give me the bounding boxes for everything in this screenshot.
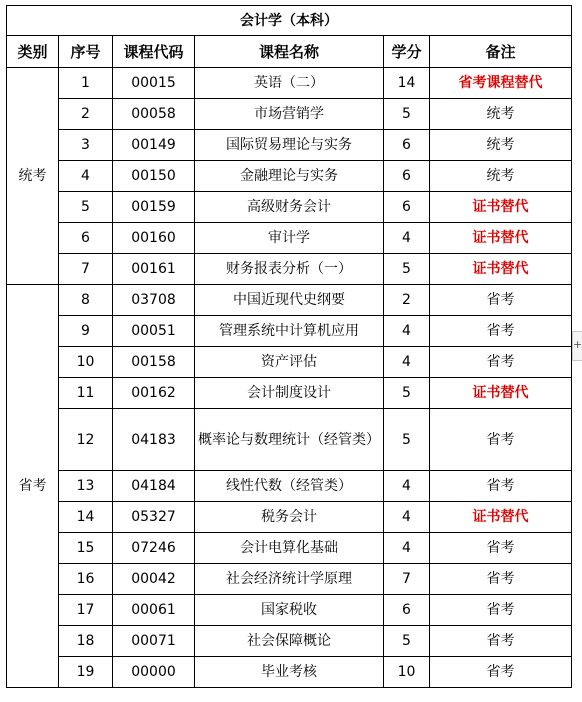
header-name: 课程名称 [195,36,384,68]
code-cell: 00000 [113,657,195,688]
name-cell: 审计学 [195,223,384,254]
table-row [7,192,572,223]
code-cell: 00159 [113,192,195,223]
no-cell: 16 [59,564,113,595]
note-cell: 省考 [430,657,572,688]
note-cell: 证书替代 [430,223,572,254]
course-table [6,5,572,688]
note-cell: 证书替代 [430,254,572,285]
name-cell: 社会经济统计学原理 [195,564,384,595]
category-cell: 省考 [7,285,59,688]
table-row [7,68,572,99]
code-cell: 07246 [113,533,195,564]
no-cell: 17 [59,595,113,626]
credit-cell: 14 [384,68,430,99]
table-row [7,595,572,626]
table-row [7,564,572,595]
no-cell: 3 [59,130,113,161]
credit-cell: 7 [384,564,430,595]
name-cell: 资产评估 [195,347,384,378]
table-row [7,471,572,502]
no-cell: 13 [59,471,113,502]
note-cell: 证书替代 [430,378,572,409]
name-cell: 国家税收 [195,595,384,626]
no-cell: 5 [59,192,113,223]
credit-cell: 2 [384,285,430,316]
code-cell: 05327 [113,502,195,533]
code-cell: 04184 [113,471,195,502]
credit-cell: 4 [384,471,430,502]
category-cell: 统考 [7,68,59,285]
name-cell: 国际贸易理论与实务 [195,130,384,161]
table-title: 会计学（本科） [7,6,572,36]
no-cell: 19 [59,657,113,688]
note-cell: 省考 [430,347,572,378]
code-cell: 00161 [113,254,195,285]
code-cell: 00162 [113,378,195,409]
table-row [7,130,572,161]
table-row [7,626,572,657]
note-cell: 证书替代 [430,502,572,533]
header-no: 序号 [59,36,113,68]
table-row [7,254,572,285]
note-cell: 省考 [430,409,572,471]
no-cell: 8 [59,285,113,316]
table-row [7,347,572,378]
no-cell: 15 [59,533,113,564]
expand-handle[interactable]: + [572,331,582,361]
no-cell: 10 [59,347,113,378]
no-cell: 12 [59,409,113,471]
no-cell: 9 [59,316,113,347]
header-credit: 学分 [384,36,430,68]
note-cell: 省考 [430,595,572,626]
credit-cell: 4 [384,223,430,254]
note-cell: 省考 [430,564,572,595]
note-cell: 统考 [430,99,572,130]
no-cell: 4 [59,161,113,192]
code-cell: 00158 [113,347,195,378]
header-code: 课程代码 [113,36,195,68]
name-cell: 英语（二） [195,68,384,99]
name-cell: 概率论与数理统计（经管类） [195,409,384,471]
name-cell: 社会保障概论 [195,626,384,657]
note-cell: 证书替代 [430,192,572,223]
name-cell: 毕业考核 [195,657,384,688]
code-cell: 00051 [113,316,195,347]
credit-cell: 6 [384,161,430,192]
note-cell: 统考 [430,130,572,161]
name-cell: 高级财务会计 [195,192,384,223]
note-cell: 省考课程替代 [430,68,572,99]
name-cell: 市场营销学 [195,99,384,130]
code-cell: 00061 [113,595,195,626]
code-cell: 03708 [113,285,195,316]
table-row [7,316,572,347]
header-note: 备注 [430,36,572,68]
no-cell: 1 [59,68,113,99]
table-row [7,99,572,130]
credit-cell: 4 [384,533,430,564]
no-cell: 6 [59,223,113,254]
table-row [7,657,572,688]
table-row [7,285,572,316]
note-cell: 省考 [430,471,572,502]
table-row [7,223,572,254]
code-cell: 00149 [113,130,195,161]
name-cell: 线性代数（经管类） [195,471,384,502]
name-cell: 税务会计 [195,502,384,533]
credit-cell: 10 [384,657,430,688]
credit-cell: 5 [384,378,430,409]
no-cell: 14 [59,502,113,533]
credit-cell: 5 [384,626,430,657]
credit-cell: 6 [384,595,430,626]
credit-cell: 6 [384,130,430,161]
table-row [7,533,572,564]
credit-cell: 4 [384,347,430,378]
table-row [7,409,572,471]
no-cell: 7 [59,254,113,285]
credit-cell: 5 [384,409,430,471]
code-cell: 00150 [113,161,195,192]
note-cell: 省考 [430,316,572,347]
table-row [7,378,572,409]
note-cell: 省考 [430,285,572,316]
no-cell: 2 [59,99,113,130]
name-cell: 会计电算化基础 [195,533,384,564]
credit-cell: 4 [384,502,430,533]
name-cell: 财务报表分析（一） [195,254,384,285]
name-cell: 管理系统中计算机应用 [195,316,384,347]
header-row [7,36,572,68]
credit-cell: 4 [384,316,430,347]
note-cell: 省考 [430,533,572,564]
note-cell: 统考 [430,161,572,192]
header-category: 类别 [7,36,59,68]
code-cell: 04183 [113,409,195,471]
code-cell: 00058 [113,99,195,130]
code-cell: 00071 [113,626,195,657]
name-cell: 中国近现代史纲要 [195,285,384,316]
table-row [7,161,572,192]
note-cell: 省考 [430,626,572,657]
credit-cell: 5 [384,254,430,285]
no-cell: 18 [59,626,113,657]
code-cell: 00160 [113,223,195,254]
credit-cell: 5 [384,99,430,130]
code-cell: 00042 [113,564,195,595]
name-cell: 会计制度设计 [195,378,384,409]
no-cell: 11 [59,378,113,409]
name-cell: 金融理论与实务 [195,161,384,192]
table-row [7,502,572,533]
credit-cell: 6 [384,192,430,223]
code-cell: 00015 [113,68,195,99]
